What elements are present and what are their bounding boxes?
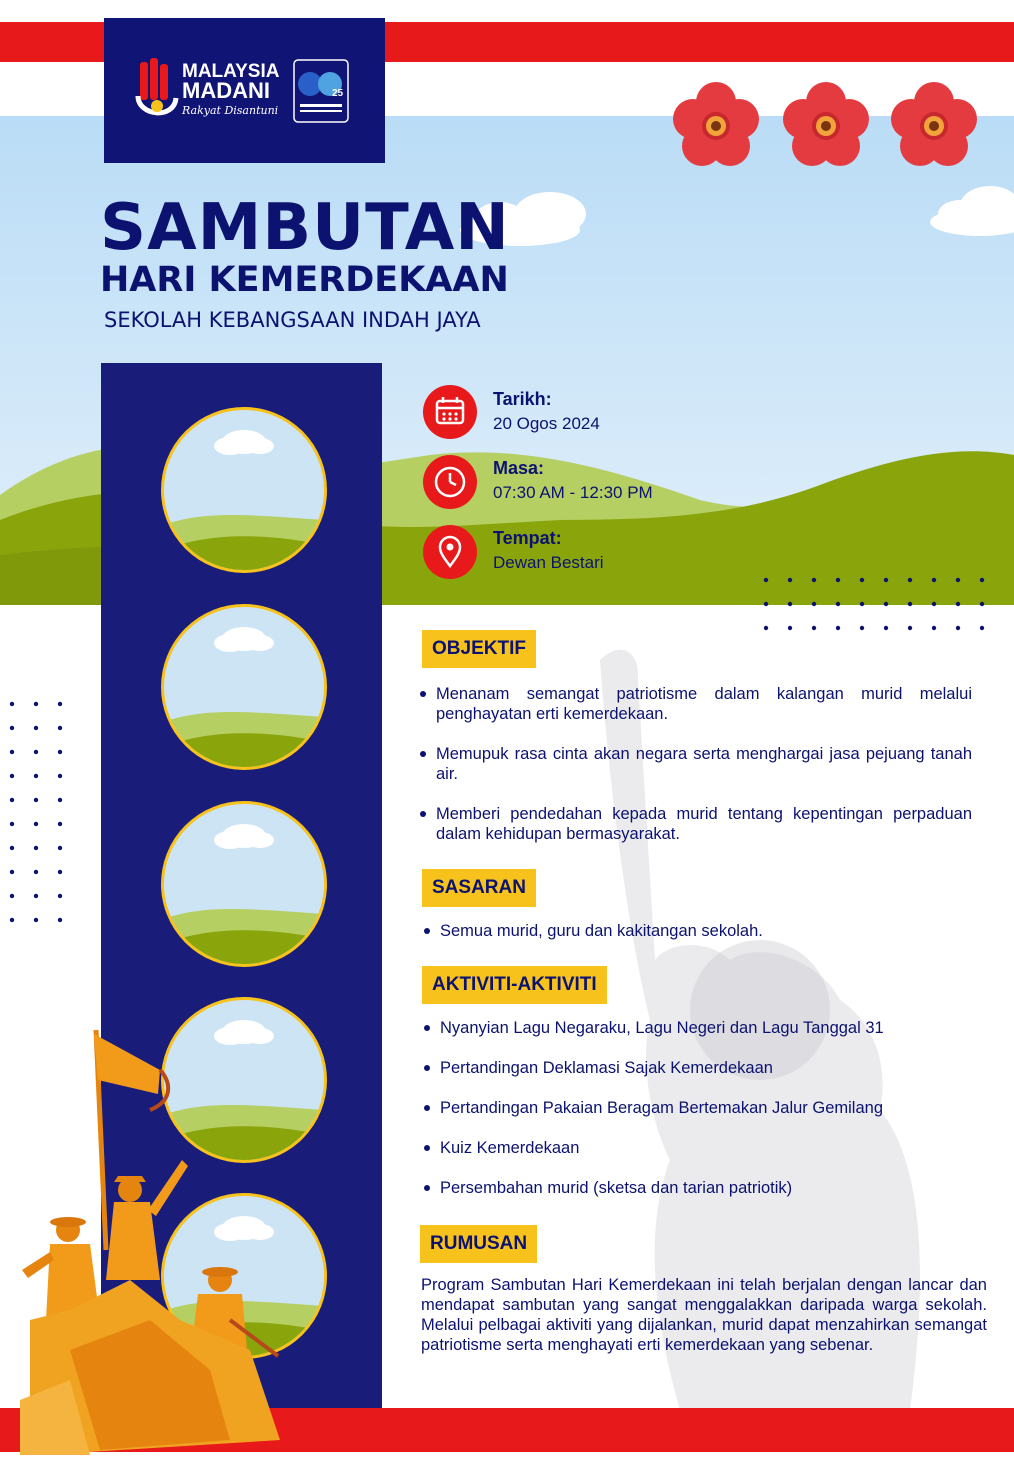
monument-illustration bbox=[10, 1020, 310, 1455]
list-item: Pertandingan Pakaian Beragam Bertemakan Jalur Gemilang bbox=[422, 1098, 982, 1118]
madani-emblem-icon bbox=[134, 58, 180, 122]
place-info bbox=[493, 528, 604, 573]
list-item: Pertandingan Deklamasi Sajak Kemerdekaan bbox=[422, 1058, 982, 1078]
anniversary-number: 25 bbox=[332, 88, 344, 99]
time-info bbox=[493, 458, 653, 503]
objektif-heading: OBJEKTIF bbox=[422, 630, 536, 668]
rumusan-text: Program Sambutan Hari Kemerdekaan ini telah berjalan dengan lancar dan mendapat sambutan yang sangat menggalakkan daripada warga sekolah. Melalui pelbagai aktiviti yang dijalankan, murid dapat menzahirkan semangat patriotisme serta menghayati erti kemerdekaan yang sebenar. bbox=[421, 1276, 987, 1354]
rafflesia-flowers bbox=[668, 80, 988, 175]
place-label: Tempat: bbox=[493, 528, 562, 548]
landscape-icon bbox=[164, 410, 324, 570]
location-pin-icon bbox=[422, 524, 478, 580]
landscape-icon bbox=[164, 607, 324, 767]
sasaran-heading: SASARAN bbox=[422, 869, 536, 907]
date-label: Tarikh: bbox=[493, 389, 552, 409]
list-item: Memupuk rasa cinta akan negara serta menghargai jasa pejuang tanah air. bbox=[418, 744, 972, 784]
list-item: Nyanyian Lagu Negaraku, Lagu Negeri dan Lagu Tanggal 31 bbox=[422, 1018, 982, 1038]
title-school-name: SEKOLAH KEBANGSAAN INDAH JAYA bbox=[104, 308, 481, 332]
title-hari-kemerdekaan: HARI KEMERDEKAAN bbox=[100, 260, 509, 300]
list-item: Kuiz Kemerdekaan bbox=[422, 1138, 982, 1158]
landscape-icon bbox=[164, 804, 324, 964]
logo-line1: MALAYSIA bbox=[182, 61, 280, 82]
time-label: Masa: bbox=[493, 458, 545, 478]
calendar-icon bbox=[422, 384, 478, 440]
logo-line2: MADANI bbox=[182, 78, 270, 103]
date-value: 20 Ogos 2024 bbox=[493, 414, 600, 433]
aktiviti-heading: AKTIVITI-AKTIVITI bbox=[422, 966, 607, 1004]
rumusan-heading: RUMUSAN bbox=[420, 1225, 537, 1263]
dots-decoration-right bbox=[760, 572, 1000, 636]
dots-decoration-left bbox=[6, 698, 66, 932]
bottom-white-band bbox=[0, 1452, 1014, 1473]
aktiviti-list bbox=[422, 1018, 982, 1198]
sasaran-list bbox=[422, 921, 982, 941]
list-item: Memberi pendedahan kepada murid tentang kepentingan perpaduan dalam kehidupan bermasyarakat. bbox=[418, 804, 972, 844]
list-item: Persembahan murid (sketsa dan tarian patriotik) bbox=[422, 1178, 982, 1198]
time-value: 07:30 AM - 12:30 PM bbox=[493, 483, 653, 502]
date-info bbox=[493, 389, 600, 434]
list-item: Semua murid, guru dan kakitangan sekolah. bbox=[422, 921, 982, 941]
clock-icon bbox=[422, 454, 478, 510]
list-item: Menanam semangat patriotisme dalam kalangan murid melalui penghayatan erti kemerdekaan. bbox=[418, 684, 972, 724]
photo-placeholder-2[interactable] bbox=[161, 604, 327, 770]
photo-placeholder-3[interactable] bbox=[161, 801, 327, 967]
place-value: Dewan Bestari bbox=[493, 553, 604, 572]
logo-tagline: Rakyat Disantuni bbox=[182, 104, 279, 117]
photo-placeholder-1[interactable] bbox=[161, 407, 327, 573]
title-sambutan: SAMBUTAN bbox=[100, 191, 510, 265]
logo-box bbox=[104, 18, 385, 163]
objektif-list bbox=[418, 684, 972, 844]
